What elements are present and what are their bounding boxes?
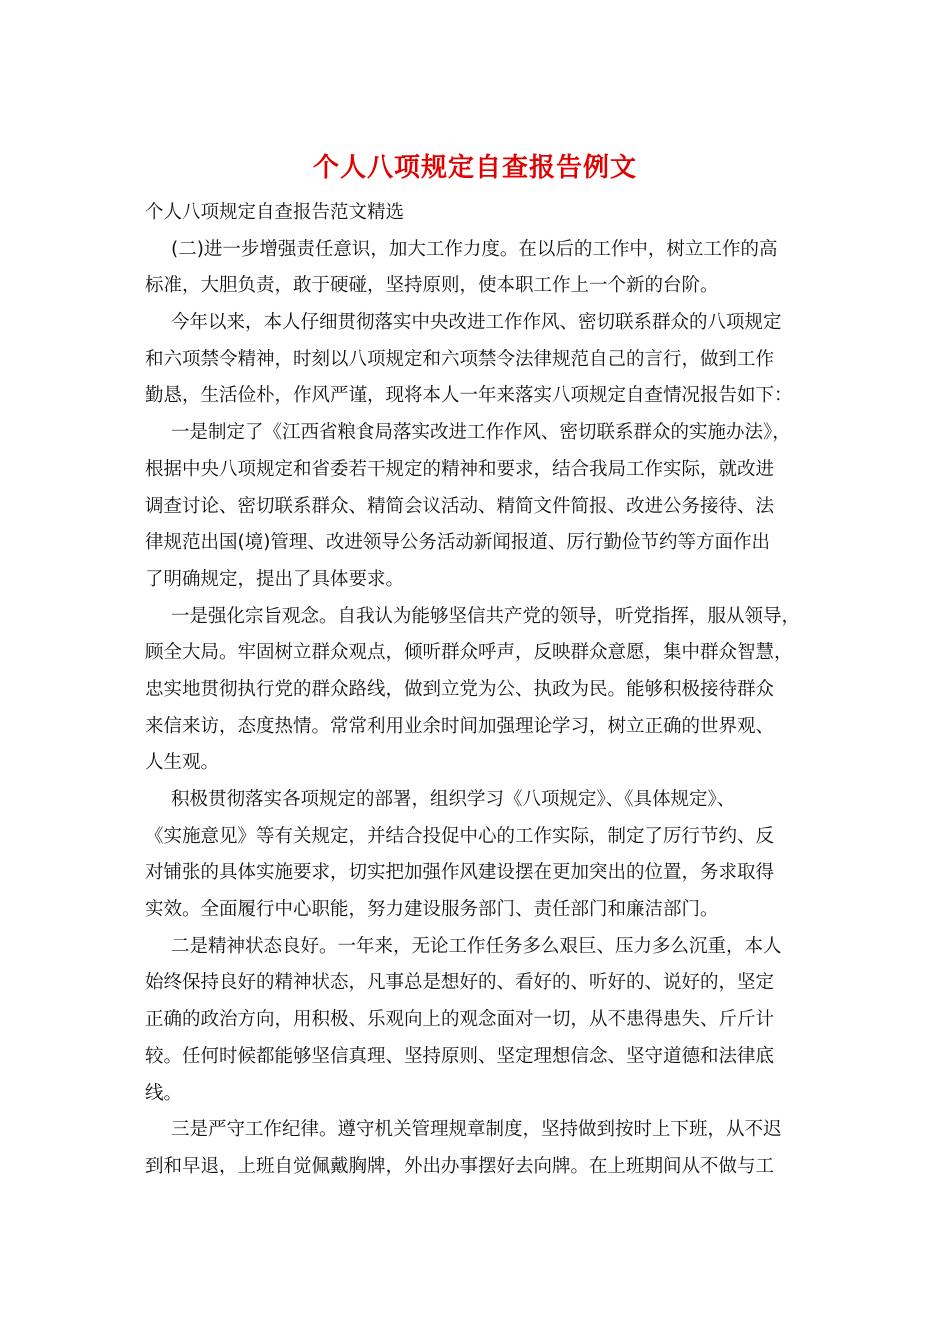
text-line: 较。任何时候都能够坚信真理、坚持原则、坚定理想信念、坚守道德和法律底 [145, 1045, 775, 1067]
text-line: 一是强化宗旨观念。自我认为能够坚信共产党的领导，听党指挥，服从领导， [171, 605, 801, 627]
document-title: 个人八项规定自查报告例文 [312, 153, 637, 183]
text-line: 始终保持良好的精神状态，凡事总是想好的、看好的、听好的、说好的，坚定 [145, 972, 775, 994]
text-line: 根据中央八项规定和省委若干规定的精神和要求，结合我局工作实际，就改进 [145, 458, 775, 480]
text-line: 人生观。 [145, 752, 220, 774]
text-line: 来信来访，态度热情。常常利用业余时间加强理论学习，树立正确的世界观、 [145, 715, 775, 737]
text-line: 线。 [145, 1082, 183, 1104]
text-line: 实效。全面履行中心职能，努力建设服务部门、责任部门和廉洁部门。 [145, 899, 719, 921]
text-line: 律规范出国(境)管理、改进领导公务活动新闻报道、厉行勤俭节约等方面作出 [145, 532, 770, 554]
text-line: 一是制定了《江西省粮食局落实改进工作作风、密切联系群众的实施办法》， [171, 422, 791, 444]
text-line: 个人八项规定自查报告范文精选 [145, 202, 405, 223]
document-body [145, 195, 817, 1186]
text-line: 对铺张的具体实施要求，切实把加强作风建设摆在更加突出的位置，务求取得 [145, 862, 775, 884]
text-line: 顾全大局。牢固树立群众观点，倾听群众呼声，反映群众意愿，集中群众智慧， [145, 642, 793, 664]
text-line: 积极贯彻落实各项规定的部署，组织学习《八项规定》、《具体规定》、 [171, 789, 736, 810]
text-line: 了明确规定，提出了具体要求。 [145, 568, 405, 590]
text-line: (二)进一步增强责任意识，加大工作力度。在以后的工作中，树立工作的高 [171, 238, 778, 260]
text-line: 勤恳，生活俭朴，作风严谨，现将本人一年来落实八项规定自查情况报告如下： [145, 385, 793, 407]
text-line: 《实施意见》等有关规定，并结合投促中心的工作实际，制定了厉行节约、反 [145, 825, 775, 847]
text-line: 标准，大胆负责，敢于硬碰，坚持原则，使本职工作上一个新的台阶。 [145, 275, 719, 297]
text-line: 和六项禁令精神，时刻以八项规定和六项禁令法律规范自己的言行，做到工作 [145, 348, 775, 370]
text-line: 到和早退，上班自觉佩戴胸牌，外出办事摆好去向牌。在上班期间从不做与工 [145, 1155, 775, 1177]
text-line: 正确的政治方向，用积极、乐观向上的观念面对一切，从不患得患失、斤斤计 [145, 1009, 775, 1031]
text-line: 三是严守工作纪律。遵守机关管理规章制度，坚持做到按时上下班，从不迟 [171, 1119, 782, 1141]
text-line: 今年以来，本人仔细贯彻落实中央改进工作作风、密切联系群众的八项规定 [171, 312, 782, 334]
text-line: 二是精神状态良好。一年来，无论工作任务多么艰巨、压力多么沉重，本人 [171, 935, 782, 957]
text-line: 调查讨论、密切联系群众、精简会议活动、精简文件简报、改进公务接待、法 [145, 495, 775, 517]
text-line: 忠实地贯彻执行党的群众路线，做到立党为公、执政为民。能够积极接待群众 [145, 678, 775, 700]
